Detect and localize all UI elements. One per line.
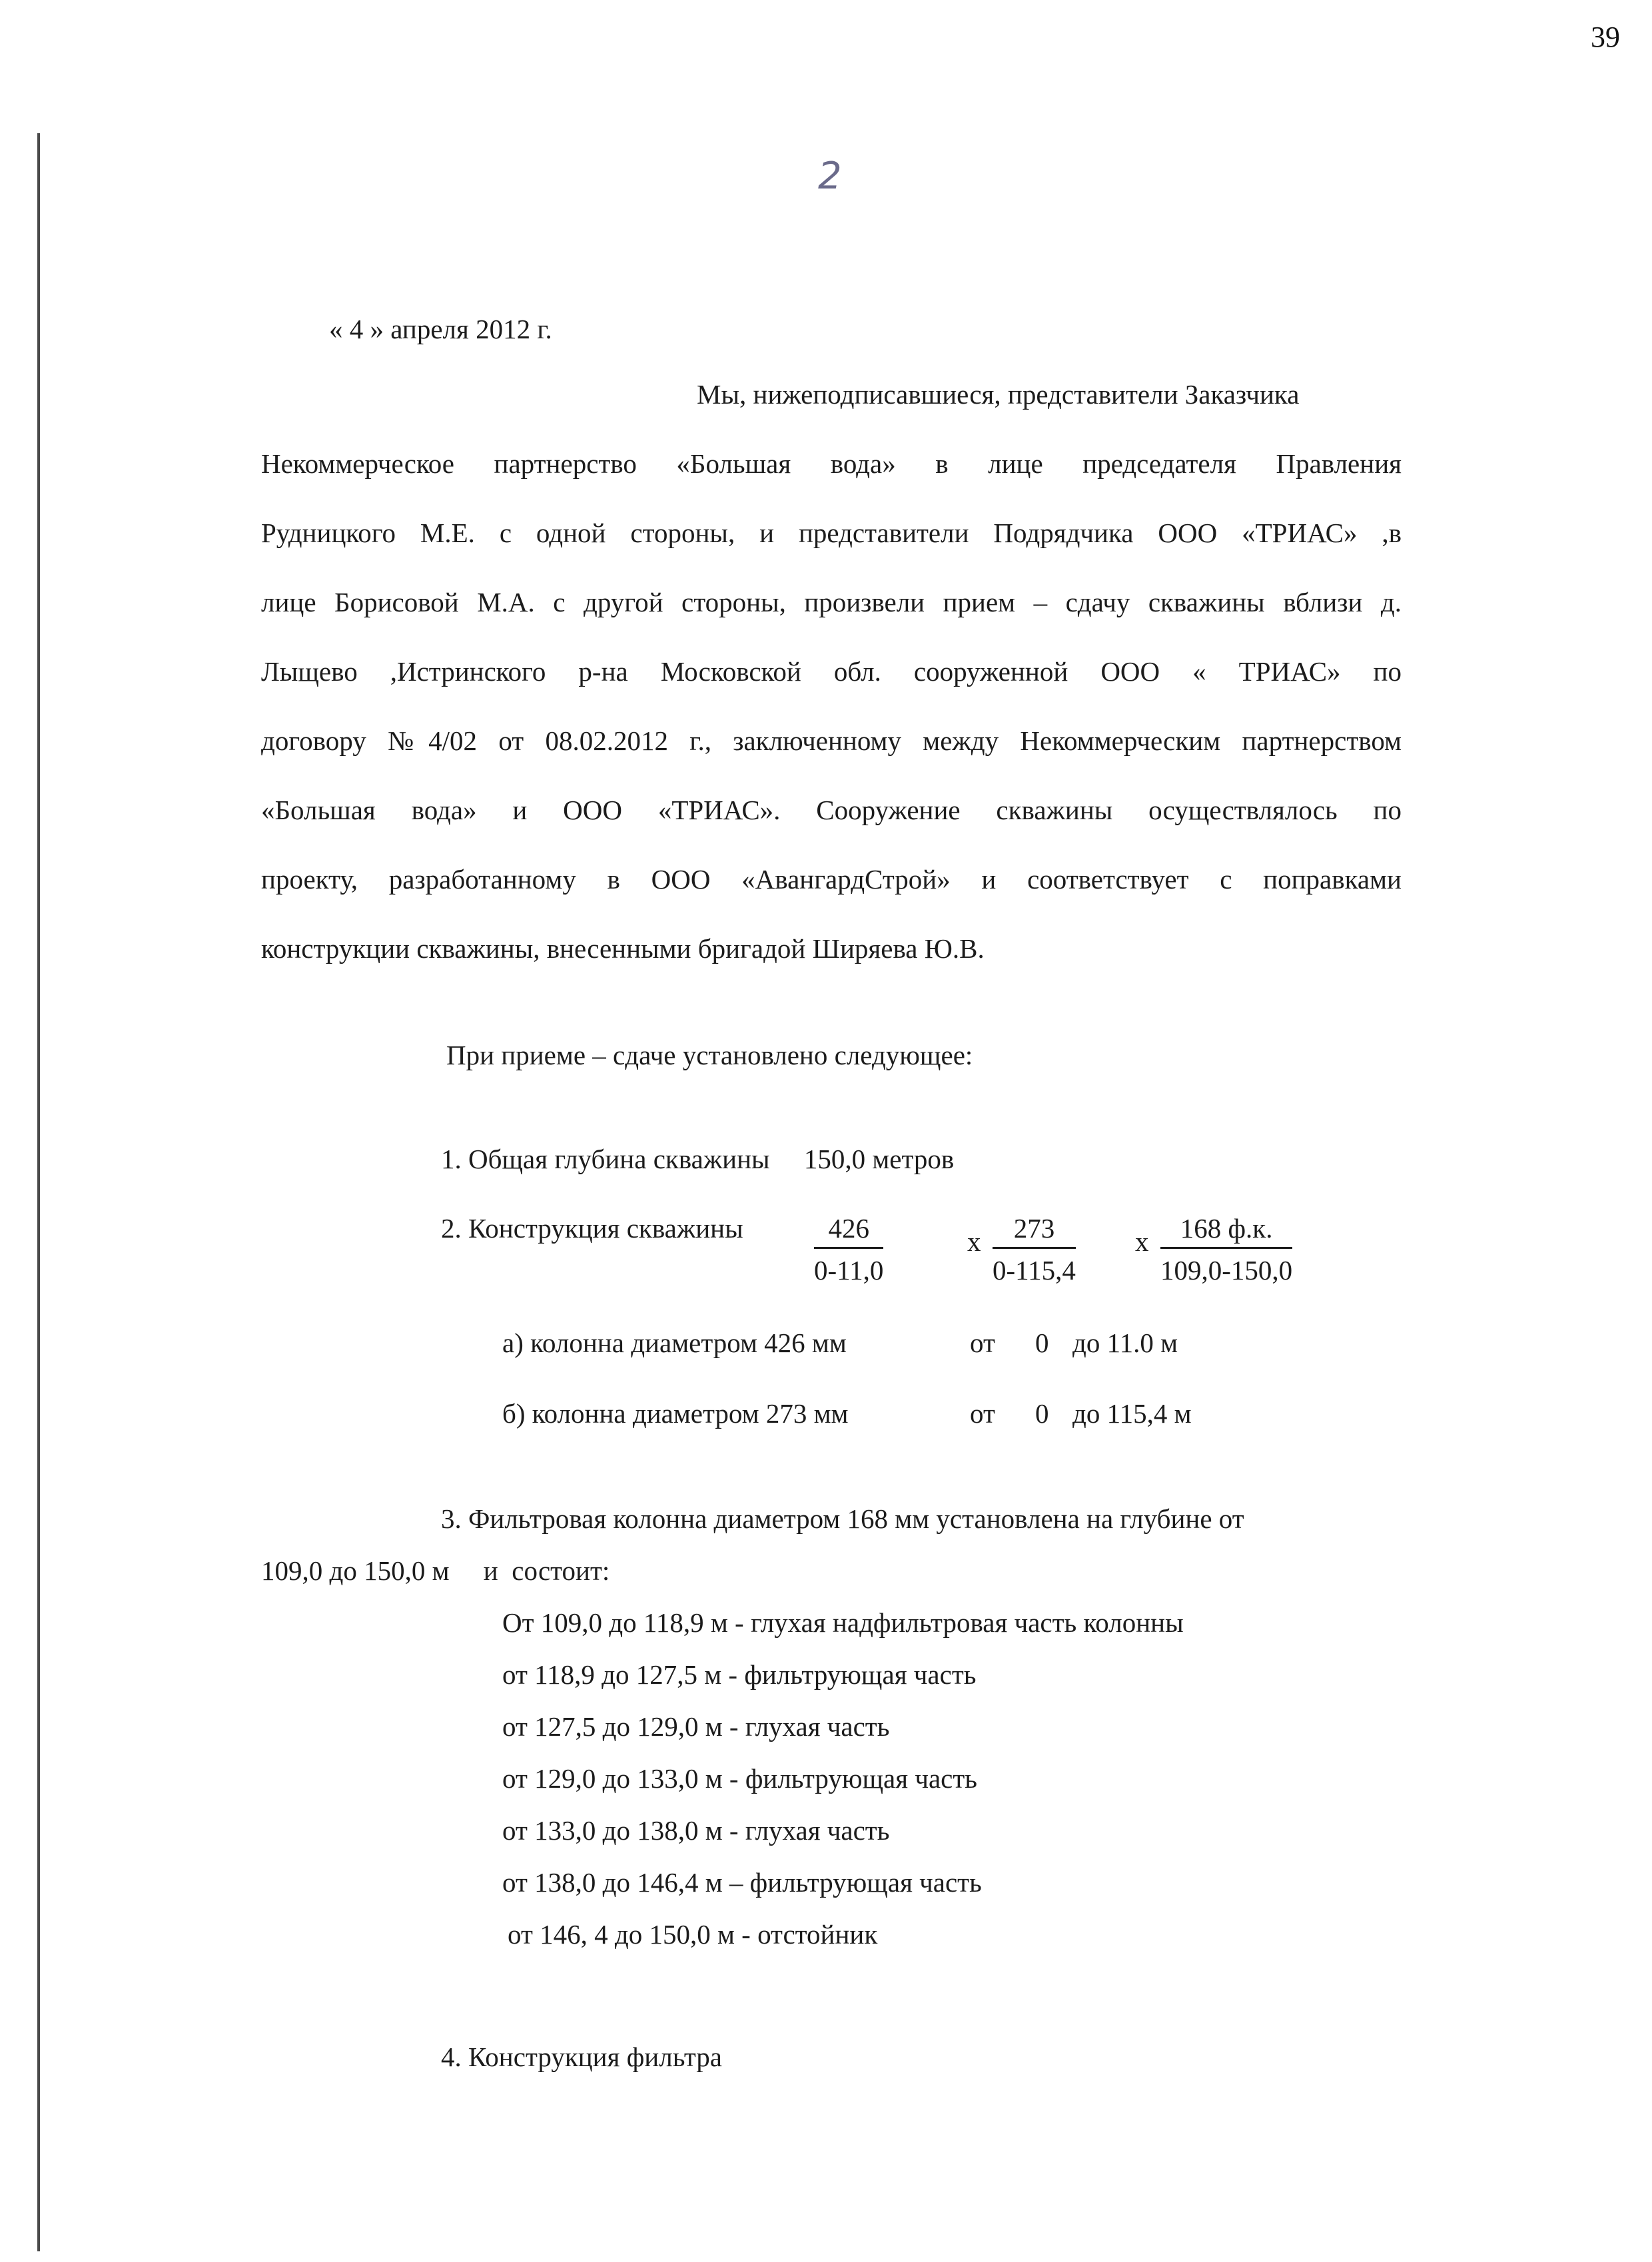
paragraph-line-9: конструкции скважины, внесенными бригадой Ширяева Ю.В. <box>261 933 985 964</box>
page-number: 39 <box>1591 21 1620 53</box>
filter-part-3: от 127,5 до 129,0 м - глухая часть <box>502 1711 890 1742</box>
part-diameter: 426 <box>814 1212 883 1249</box>
column-from-value: 0 <box>1035 1327 1049 1358</box>
item-4-filter-construction: 4. Конструкция фильтра <box>441 2042 722 2072</box>
filter-part-2: от 118,9 до 127,5 м - фильтрующая часть <box>502 1659 977 1690</box>
filter-part-4: от 129,0 до 133,0 м - фильтрующая часть <box>502 1763 977 1794</box>
construction-label: 2. Конструкция скважины <box>441 1213 743 1244</box>
times-sign: х <box>967 1226 981 1257</box>
item-3-line-1: 3. Фильтровая колонна диаметром 168 мм установлена на глубине от <box>441 1503 1244 1534</box>
document-date: « 4 » апреля 2012 г. <box>329 314 552 344</box>
paragraph-line-4: лице Борисовой М.А. с другой стороны, произвели прием – сдачу скважины вблизи д. <box>261 587 1402 617</box>
paragraph-line-8: проекту, разработанному в ООО «АвангардСтрой» и соответствует с поправками <box>261 864 1402 895</box>
item-1-depth: 1. Общая глубина скважины 150,0 метров <box>441 1144 955 1174</box>
times-sign: х <box>1135 1226 1149 1257</box>
paragraph-line-5: Лыщево ,Истринского р-на Московской обл. сооруженной ООО « ТРИАС» по <box>261 656 1402 687</box>
filter-part-7: от 146, 4 до 150,0 м - отстойник <box>508 1919 878 1950</box>
paragraph-line-1: Мы, нижеподписавшиеся, представители Заказчика <box>697 379 1300 410</box>
part-diameter: 273 <box>993 1212 1076 1249</box>
paragraph-line-3: Рудницкого М.Е. с одной стороны, и представители Подрядчика ООО «ТРИАС» ,в <box>261 518 1402 548</box>
part-depth-range: 0-115,4 <box>993 1255 1076 1286</box>
column-name: а) колонна диаметром 426 мм <box>502 1327 847 1358</box>
construction-part-168 <box>1160 1212 1292 1286</box>
filter-part-5: от 133,0 до 138,0 м - глухая часть <box>502 1815 890 1846</box>
part-diameter: 168 ф.к. <box>1160 1212 1292 1249</box>
column-from-value: 0 <box>1035 1398 1049 1429</box>
part-depth-range: 109,0-150,0 <box>1160 1255 1293 1286</box>
part-depth-range: 0-11,0 <box>814 1255 884 1286</box>
column-from-label: от <box>970 1327 995 1358</box>
acceptance-heading: При приеме – сдаче установлено следующее: <box>446 1040 973 1070</box>
column-to-value: до 11.0 м <box>1072 1327 1178 1358</box>
handwritten-page-mark: 2 <box>818 155 842 198</box>
paragraph-line-6: договору №4/02 от 08.02.2012 г., заключенному между Некоммерческим партнерством <box>261 725 1402 756</box>
item-3-line-2: 109,0 до 150,0 м и состоит: <box>261 1555 610 1586</box>
filter-part-6: от 138,0 до 146,4 м – фильтрующая часть <box>502 1867 982 1898</box>
paragraph-line-2: Некоммерческое партнерство «Большая вода» в лице председателя Правления <box>261 448 1402 479</box>
filter-part-1: От 109,0 до 118,9 м - глухая надфильтровая часть колонны <box>502 1607 1184 1638</box>
construction-part-273 <box>993 1212 1076 1286</box>
construction-part-426 <box>814 1212 883 1286</box>
scan-margin-line <box>37 133 40 2251</box>
column-name: б) колонна диаметром 273 мм <box>502 1398 849 1429</box>
paragraph-line-7: «Большая вода» и ООО «ТРИАС». Сооружение скважины осуществлялось по <box>261 795 1402 825</box>
column-from-label: от <box>970 1398 995 1429</box>
column-to-value: до 115,4 м <box>1072 1398 1192 1429</box>
